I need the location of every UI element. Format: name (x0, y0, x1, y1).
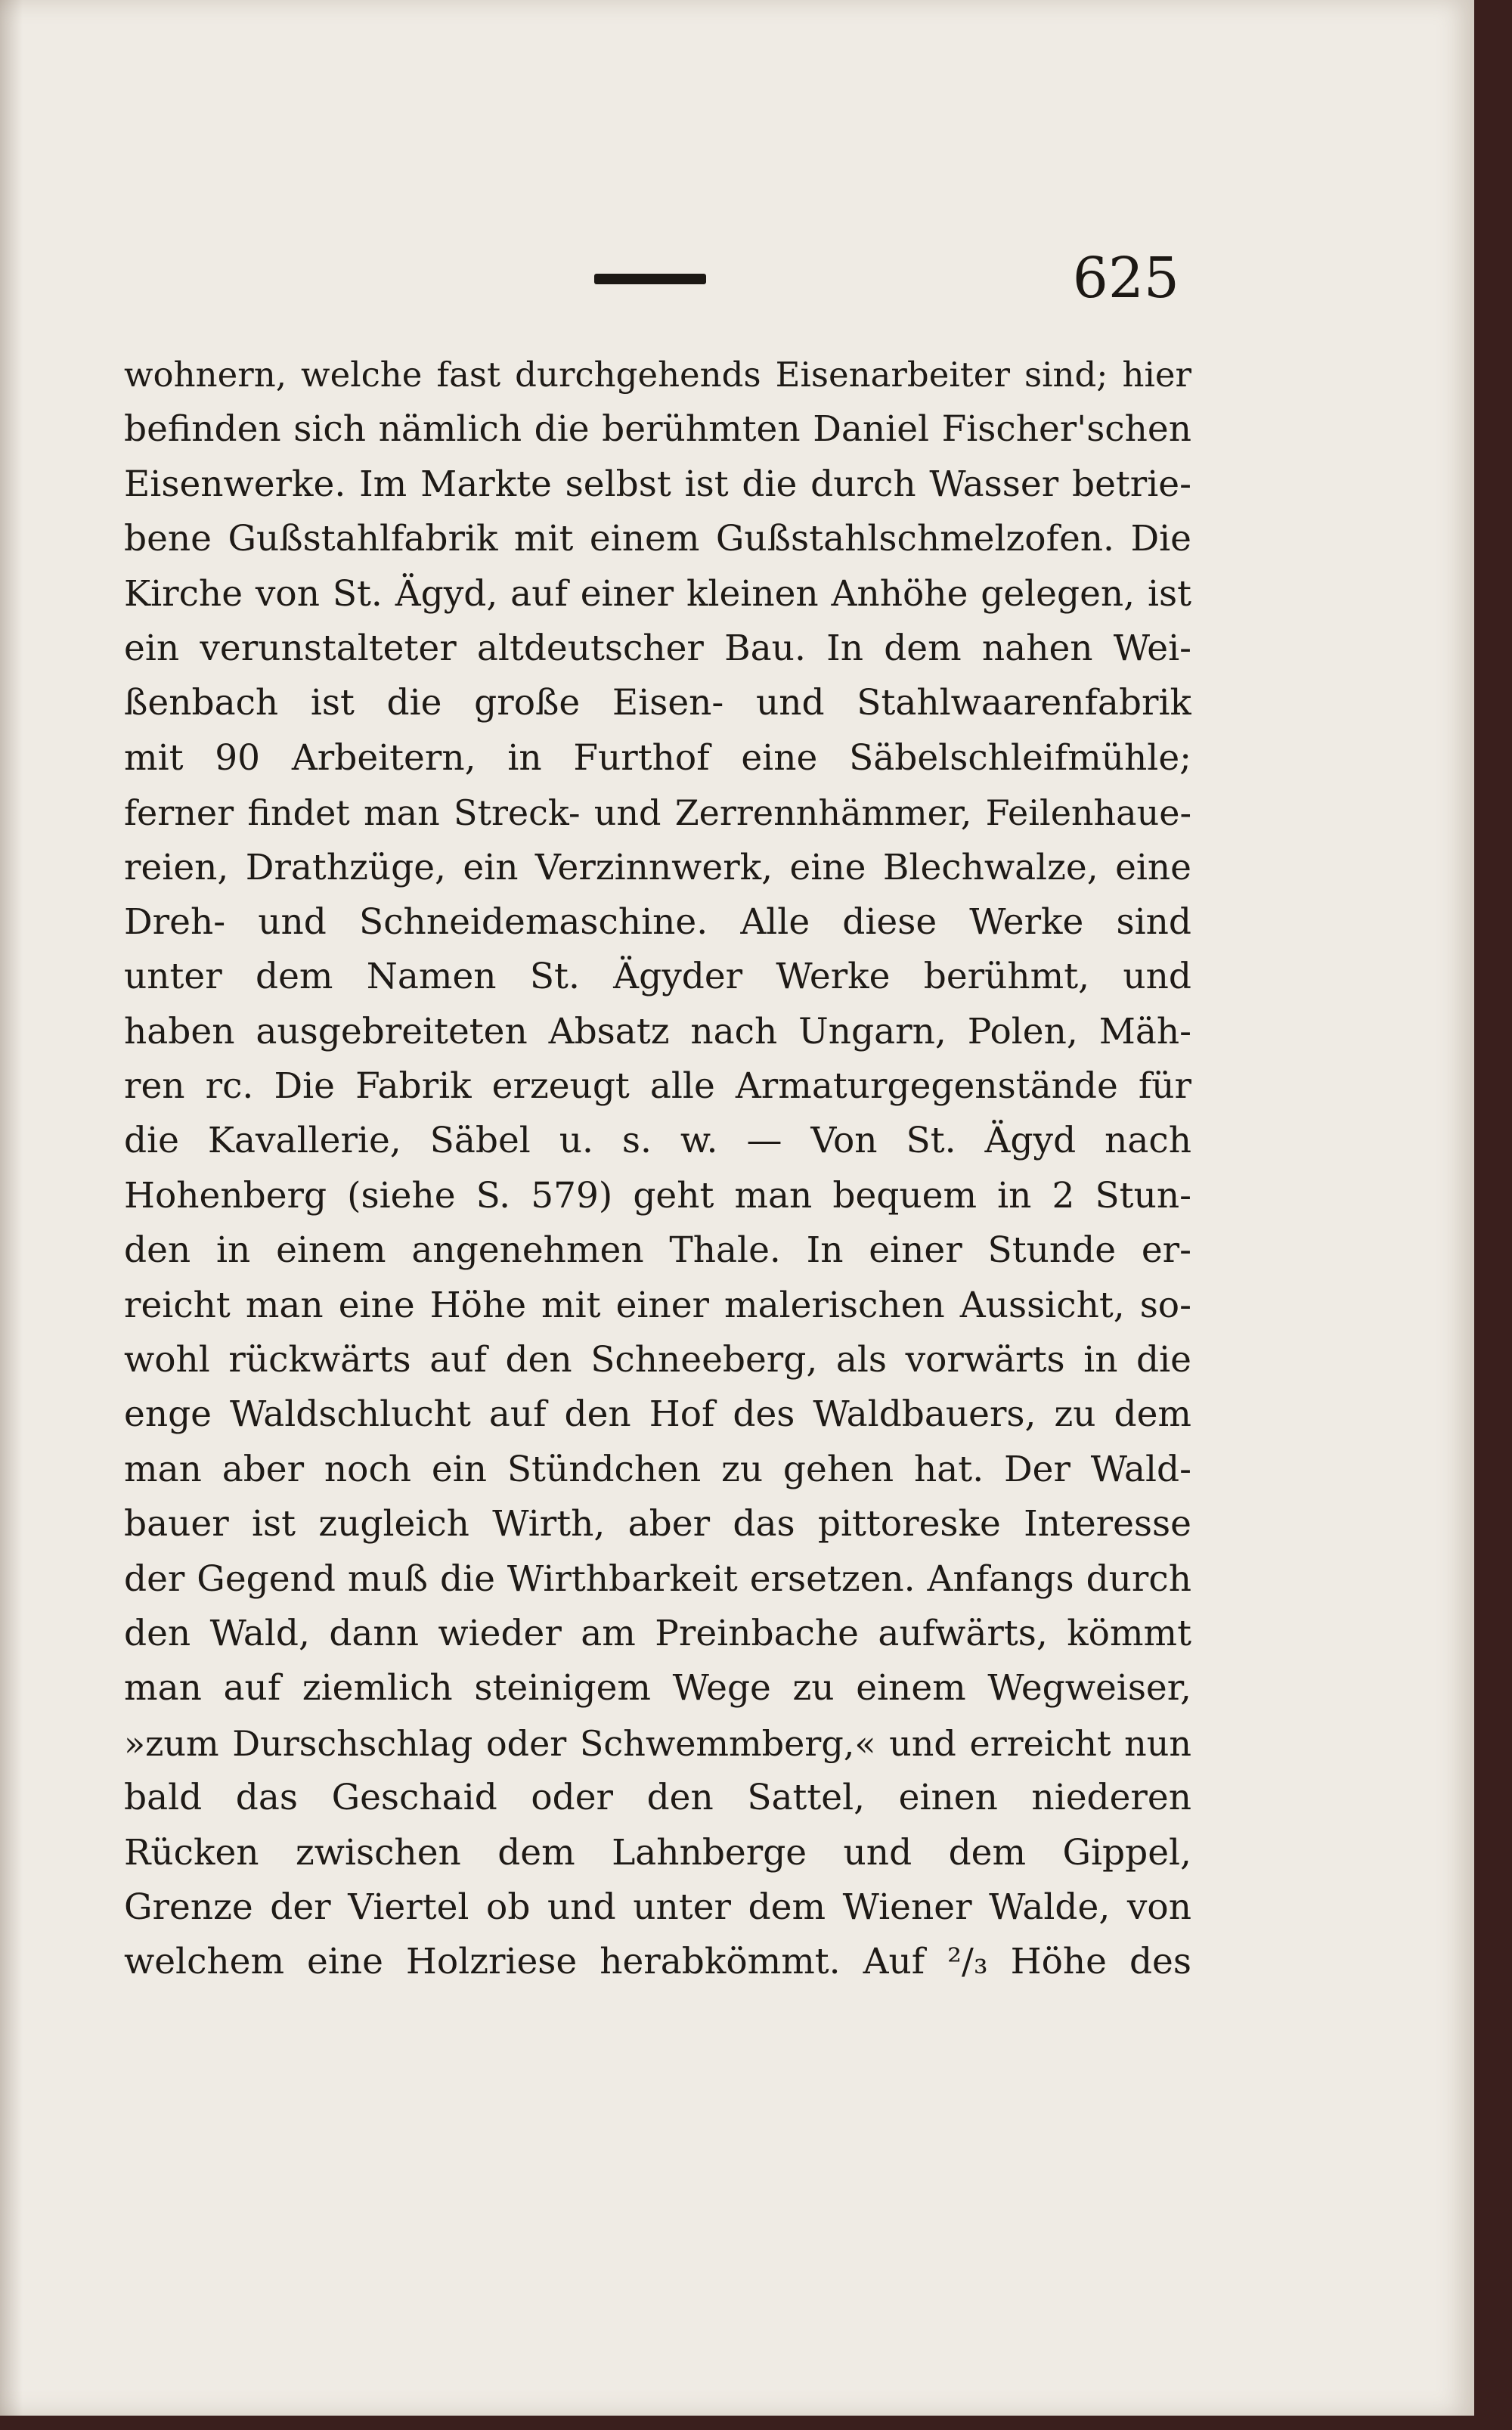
text-line: reien, Drathzüge, ein Verzinnwerk, eine Blechwalze, eine (124, 846, 1191, 888)
text-line: wohl rückwärts auf den Schneeberg, als vorwärts in die (124, 1339, 1191, 1381)
header-rule (594, 274, 706, 284)
text-line: Kirche von St. Ägyd, auf einer kleinen Anhöhe gelegen, ist (124, 572, 1191, 615)
text-line: man aber noch ein Stündchen zu gehen hat. Der Wald- (124, 1448, 1191, 1490)
text-line: ferner findet man Streck- und Zerrennhämmer, Feilenhaue- (124, 792, 1191, 834)
text-line: Rücken zwischen dem Lahnberge und dem Gippel, (124, 1831, 1191, 1874)
text-line: den Wald, dann wieder am Preinbache aufwärts, kömmt (124, 1612, 1191, 1654)
text-line: bald das Geschaid oder den Sattel, einen niederen (124, 1777, 1191, 1819)
text-line: der Gegend muß die Wirthbarkeit ersetzen. Anfangs durch (124, 1557, 1191, 1600)
text-line: die Kavallerie, Säbel u. s. w. — Von St. Ägyd nach (124, 1120, 1191, 1162)
text-line: »zum Durschschlag oder Schwemmberg,« und erreicht nun (124, 1722, 1191, 1764)
text-line: bauer ist zugleich Wirth, aber das pittoreske Interesse (124, 1503, 1191, 1545)
text-line: ßenbach ist die große Eisen- und Stahlwaarenfabrik (124, 682, 1191, 724)
text-line: den in einem angenehmen Thale. In einer Stunde er- (124, 1229, 1191, 1272)
text-line: man auf ziemlich steinigem Wege zu einem Wegweiser, (124, 1667, 1191, 1709)
page-number: 625 (1072, 246, 1179, 311)
text-line: Dreh- und Schneidemaschine. Alle diese Werke sind (124, 900, 1191, 943)
text-line: wohnern, welche fast durchgehends Eisenarbeiter sind; hier (124, 355, 1191, 395)
text-line: ren rc. Die Fabrik erzeugt alle Armaturgegenstände für (124, 1065, 1191, 1108)
text-line: Grenze der Viertel ob und unter dem Wiener Walde, von (124, 1886, 1191, 1928)
text-line: enge Waldschlucht auf den Hof des Waldbauers, zu dem (124, 1393, 1191, 1436)
text-line: haben ausgebreiteten Absatz nach Ungarn, Polen, Mäh- (124, 1010, 1191, 1052)
text-line: reicht man eine Höhe mit einer malerischen Aussicht, so- (124, 1284, 1191, 1326)
text-line: Hohenberg (siehe S. 579) geht man bequem in 2 Stun- (124, 1174, 1191, 1217)
text-line: Eisenwerke. Im Markte selbst ist die durch Wasser betrie- (124, 463, 1191, 505)
text-line: mit 90 Arbeitern, in Furthof eine Säbelschleifmühle; (124, 736, 1191, 779)
text-line: welchem eine Holzriese herabkömmt. Auf ²/₃ Höhe des (124, 1941, 1191, 1983)
body-text (124, 348, 1191, 1990)
text-line: befinden sich nämlich die berühmten Daniel Fischer'schen (124, 408, 1191, 451)
page-binding-shadow (0, 0, 23, 2416)
text-line: bene Gußstahlfabrik mit einem Gußstahlschmelzofen. Die (124, 518, 1191, 560)
text-line: ein verunstalteter altdeutscher Bau. In dem nahen Wei- (124, 627, 1191, 669)
text-line: unter dem Namen St. Ägyder Werke berühmt, und (124, 956, 1191, 998)
